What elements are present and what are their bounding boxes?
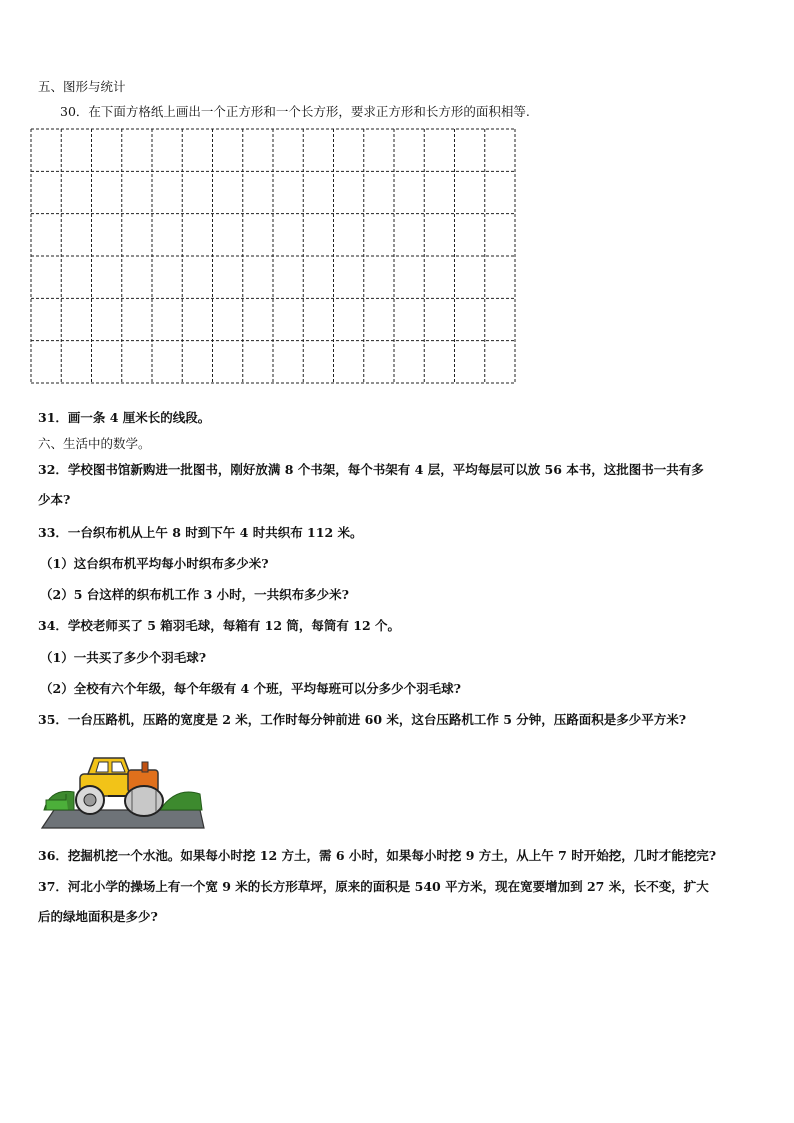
- q37-line1: 37．河北小学的操场上有一个宽 9 米的长方形草坪，原来的面积是 540 平方米，现在宽要增加到 27 米，长不变，扩大: [38, 879, 709, 894]
- q34-sub2: （2）全校有六个年级，每个年级有 4 个班，平均每班可以分多少个羽毛球?: [40, 681, 461, 696]
- q33-sub2: （2）5 台这样的织布机工作 3 小时，一共织布多少米?: [40, 587, 349, 602]
- road-roller-illustration: [40, 752, 206, 832]
- grid-paper[interactable]: [30, 128, 516, 384]
- q32-line2: 少本?: [38, 492, 71, 507]
- q32-line1: 32．学校图书馆新购进一批图书，刚好放满 8 个书架，每个书架有 4 层，平均每层可以放 56 本书，这批图书一共有多: [38, 462, 704, 477]
- q33-sub1: （1）这台织布机平均每小时织布多少米?: [40, 556, 269, 571]
- q34-sub1: （1）一共买了多少个羽毛球?: [40, 650, 207, 665]
- section5-title: 五、图形与统计: [38, 79, 126, 94]
- q35-text: 35．一台压路机，压路的宽度是 2 米，工作时每分钟前进 60 米，这台压路机工作 5 分钟，压路面积是多少平方米?: [38, 712, 687, 727]
- q30-text: 30．在下面方格纸上画出一个正方形和一个长方形，要求正方形和长方形的面积相等.: [60, 104, 530, 119]
- q37-line2: 后的绿地面积是多少?: [38, 909, 158, 924]
- q31-text: 31．画一条 4 厘米长的线段。: [38, 410, 211, 425]
- q36-text: 36．挖掘机挖一个水池。如果每小时挖 12 方土，需 6 小时，如果每小时挖 9 方土，从上午 7 时开始挖，几时才能挖完?: [38, 848, 717, 863]
- q33-text: 33．一台织布机从上午 8 时到下午 4 时共织布 112 米。: [38, 525, 363, 540]
- q34-text: 34．学校老师买了 5 箱羽毛球，每箱有 12 筒，每筒有 12 个。: [38, 618, 400, 633]
- section6-title: 六、生活中的数学。: [38, 436, 151, 451]
